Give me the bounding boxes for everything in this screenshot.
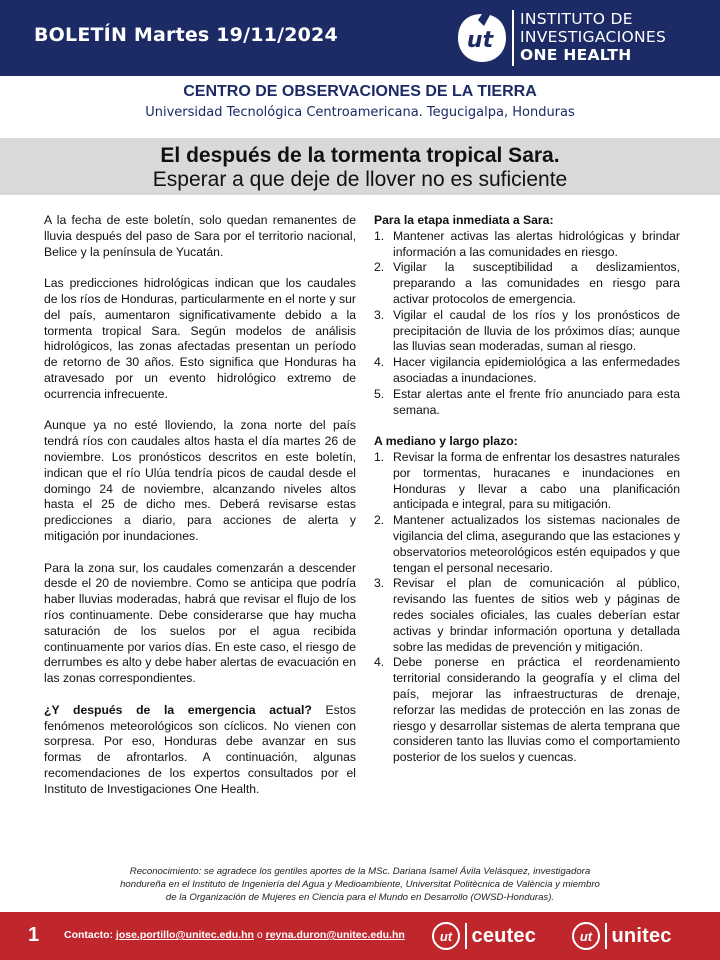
paragraph-lead: ¿Y después de la emergencia actual? — [44, 702, 312, 717]
logo-divider — [512, 10, 514, 66]
immediate-recommendations-list — [374, 229, 680, 419]
page-number: 1 — [28, 924, 40, 946]
list-item: 3. Revisar el plan de comunicación al público, revisando las fuentes de sitios web y páginas de redes sociales oficiales, las cuales deberían estar activas y brindar información oportuna y detallada sobre las medidas de prevención y mitigación. — [374, 576, 680, 654]
paragraph: Las predicciones hidrológicas indican que los caudales de los ríos de Honduras, particularmente en el norte y sur del país, aumentaron significativamente debido a la tormenta tropical Sara. Según modelos de análisis hidrológicos, las zonas afectadas presentan un período de retorno de 30 años. Esto significa que Honduras ha atravesado por un evento hidrológico extremo de ocurrencia infrecuente. — [44, 276, 356, 401]
right-column — [374, 213, 680, 782]
ceutec-name: ceutec — [471, 924, 537, 947]
paragraph: A la fecha de este boletín, solo quedan remanentes de lluvia después del paso de Sara por el territorio nacional, Belice y la península de Yucatán. — [44, 213, 356, 259]
long-term-recommendations-list — [374, 450, 680, 766]
acknowledgement-line: Reconocimiento: se agradece los gentiles aportes de la MSc. Dariana Isamel Ávila Velásquez, investigadora — [129, 866, 591, 877]
acknowledgement-line: de la Organización de Mujeres en Ciencia para el Mundo en Desarrollo (OWSD-Honduras). — [165, 892, 555, 903]
contact-label: Contacto: — [64, 929, 116, 941]
contact-info — [64, 929, 405, 941]
list-item: 4. Hacer vigilancia epidemiológica a las enfermedades asociadas a inundaciones. — [374, 355, 680, 385]
article-subtitle: Esperar a que deje de llover no es suficiente — [152, 168, 568, 191]
center-subtitle: Universidad Tecnológica Centroamericana. Tegucigalpa, Honduras — [145, 105, 575, 120]
list-item: 4. Debe ponerse en práctica el reordenamiento territorial considerando la geografía y el clima del país, mejorar las infraestructuras de drenaje, reforzar las medidas de protección en las zonas de riesgo y desarrollar sistemas de alerta temprana que consideren tanto las lluvias como el comportamiento posterior de los suelos y cuencas. — [374, 655, 680, 765]
center-title: CENTRO DE OBSERVACIONES DE LA TIERRA — [183, 83, 537, 100]
acknowledgement — [60, 865, 660, 904]
unitec-mark-icon: ut — [572, 922, 600, 950]
list-item: 5. Estar alertas ante el frente frío anunciado para esta semana. — [374, 386, 680, 417]
list-item: 2. Mantener actualizados los sistemas nacionales de vigilancia del clima, asegurando que las estaciones y observatorios meteorológicos estén equipados y que tengan el personal necesario. — [374, 513, 680, 575]
paragraph-recommendations-intro — [44, 703, 356, 798]
list-item: 3. Vigilar el caudal de los ríos y los pronósticos de precipitación de lluvia de los próximos días; aunque las lluvias sean moderadas, suman al riesgo. — [374, 307, 680, 354]
unitec-logo — [572, 920, 672, 952]
list-item: 2. Vigilar la susceptibilidad a deslizamientos, preparando a las comunidades en riesgo para activar protocolos de emergencia. — [374, 260, 680, 306]
ceutec-mark-icon: ut — [432, 922, 460, 950]
left-column — [44, 213, 356, 813]
bulletin-date-title: BOLETÍN Martes 19/11/2024 — [34, 24, 338, 46]
list-item: 1. Revisar la forma de enfrentar los desastres naturales por tormentas, huracanes e inundaciones en Honduras y llevar a cabo una planificación anticipada e integral, para su mitigación. — [374, 449, 680, 512]
paragraph: Para la zona sur, los caudales comenzarán a descender desde el 20 de noviembre. Como se anticipa que podría haber lluvias moderadas, habrá que revisar el flujo de los ríos continuamente. Debe considerarse que hay mucha saturación de los suelos por el agua recibida continuamente por varios días. En este caso, el riesgo de derrumbes es alto y debe haber alertas de evacuación en las zonas correspondientes. — [44, 560, 356, 686]
brand-divider — [465, 923, 467, 949]
ceutec-logo — [432, 920, 536, 952]
acknowledgement-line: hondureña en el Instituto de Ingeniería del Agua y Medioambiente, Universitat Politècnica de València y miembro — [120, 879, 600, 890]
logo-line-1: INSTITUTO DE — [520, 10, 633, 28]
paragraph: Aunque ya no esté lloviendo, la zona norte del país tendrá ríos con caudales altos hasta el día martes 26 de noviembre. Los pronósticos descritos en este boletín, indican que el río Ulúa tendría picos de caudal desde el domingo 24 de noviembre, alcanzando niveles altos hasta el 25 de dicho mes. Deberá revisarse estas predicciones a diario, para acciones de alerta y mitigación por inundaciones. — [44, 418, 356, 543]
header-banner — [0, 0, 720, 76]
logo-line-3: ONE HEALTH — [520, 46, 632, 64]
article-title: El después de la tormenta tropical Sara. — [160, 144, 560, 167]
brand-divider — [605, 923, 607, 949]
section-long-term-title: A mediano y largo plazo: — [374, 434, 518, 449]
email-link-duron[interactable]: reyna.duron@unitec.edu.hn — [265, 929, 405, 941]
institute-logo-text — [520, 10, 666, 64]
contact-separator: o — [253, 929, 266, 941]
article-title-band — [0, 138, 720, 195]
email-link-portillo[interactable]: jose.portillo@unitec.edu.hn — [115, 929, 254, 941]
section-immediate-title: Para la etapa inmediata a Sara: — [374, 213, 554, 227]
list-item: 1. Mantener activas las alertas hidrológicas y brindar información a las comunidades en riesgo. — [374, 228, 680, 259]
svg-text:ut: ut — [466, 28, 494, 53]
one-health-logo-icon — [456, 12, 508, 64]
footer-bar — [0, 912, 720, 960]
logo-line-2: INVESTIGACIONES — [520, 28, 667, 46]
unitec-name: unitec — [611, 924, 672, 947]
paragraph-text: Estos fenómenos meteorológicos son cíclicos. No vienen con sorpresa. Por eso, Honduras debe avanzar en sus formas de afrontarlos. A continuación, algunas recomendaciones de los expertos consultados por el Instituto de Investigaciones One Health. — [44, 702, 356, 796]
